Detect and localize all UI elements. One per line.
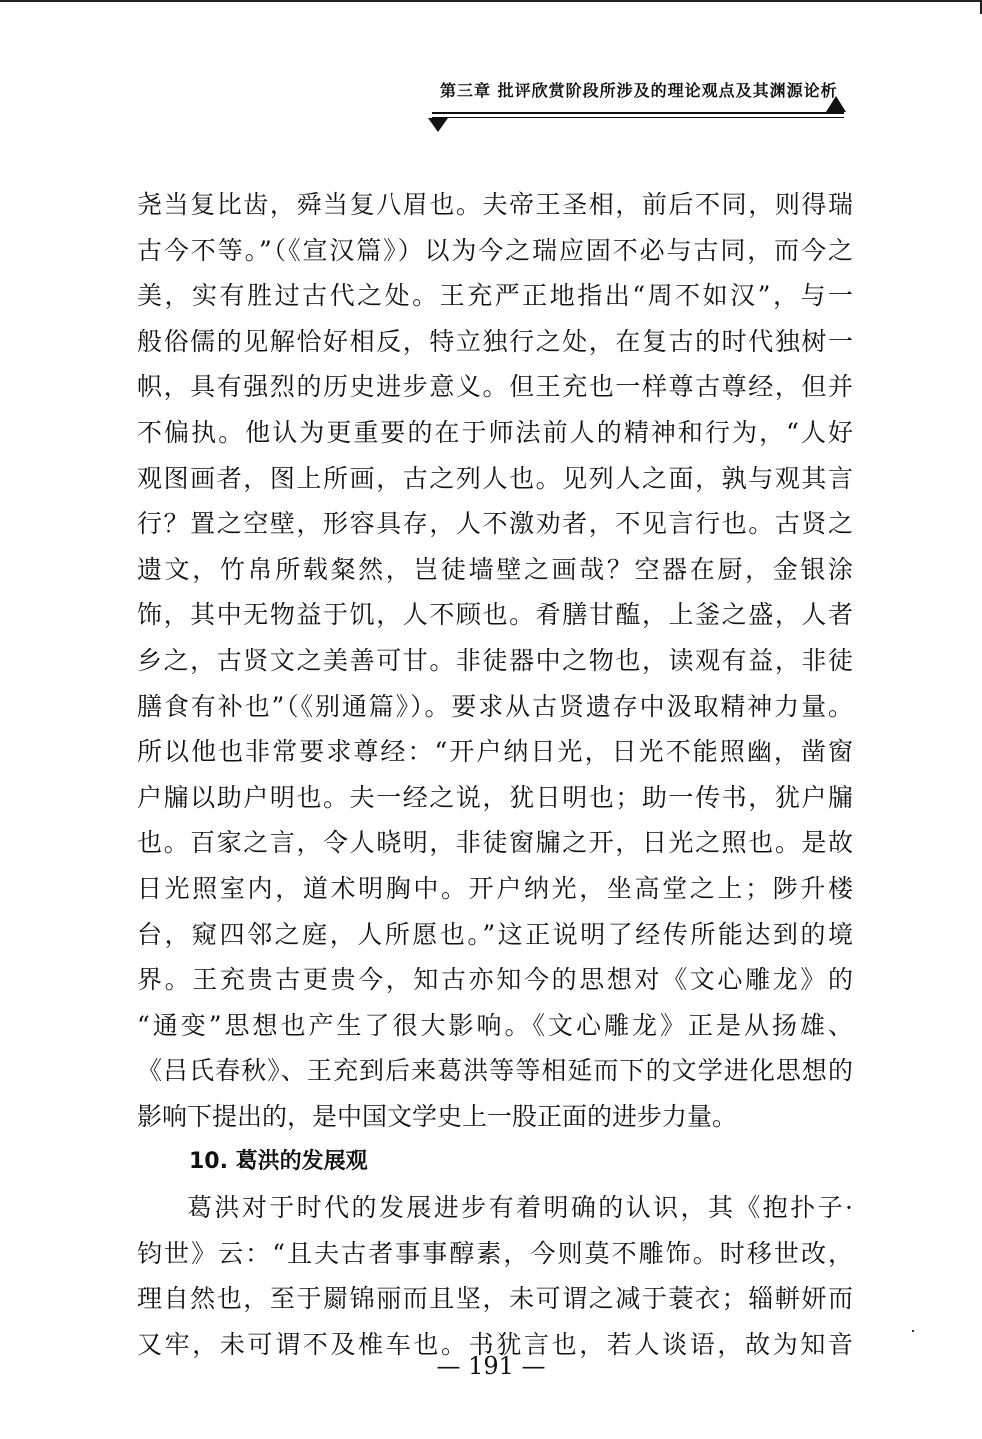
page-number: — 191 — — [436, 1352, 546, 1380]
text-line: 所以他也非常要求尊经：“开户纳日光，日光不能照幽，凿窗 — [137, 737, 853, 767]
section-heading: 10. 葛洪的发展观 — [189, 1149, 368, 1175]
body-text — [137, 182, 853, 1367]
text-line: 遗文，竹帛所载粲然，岂徒墙壁之画哉？空器在厨，金银涂 — [137, 554, 853, 584]
text-line: 尧当复比齿，舜当复八眉也。夫帝王圣相，前后不同，则得瑞 — [137, 190, 853, 219]
paragraph — [137, 1185, 853, 1367]
text-line: 饰，其中无物益于饥，人不顾也。肴膳甘醢，上釜之盛，人者 — [137, 600, 853, 630]
text-line: 界。王充贵古更贵今，知古亦知今的思想对《文心雕龙》的 — [137, 965, 853, 995]
text-line: 钧世》云：“且夫古者事事醇素，今则莫不雕饰。时移世改， — [137, 1238, 853, 1268]
text-line: 影响下提出的，是中国文学史上一股正面的进步力量。 — [137, 1101, 738, 1131]
text-line: 行？置之空壁，形容具存，人不激劝者，不见言行也。古贤之 — [137, 509, 853, 539]
text-line: 户牖以助户明也。夫一经之说，犹日明也；助一传书，犹户牖 — [137, 782, 853, 812]
text-line: 不偏执。他认为更重要的在于师法前人的精神和行为，“人好 — [137, 417, 853, 447]
text-line: 观图画者，图上所画，古之列人也。见列人之面，孰与观其言 — [137, 463, 853, 493]
text-line: 也。百家之言，令人晓明，非徒窗牖之开，日光之照也。是故 — [137, 828, 853, 858]
text-line: 日光照室内，道术明胸中。开户纳光，坐高堂之上；陟升楼 — [137, 873, 853, 903]
text-line: 帜，具有强烈的历史进步意义。但王充也一样尊古尊经，但并 — [137, 372, 853, 402]
header-rule-thin — [432, 117, 844, 118]
text-line: 葛洪对于时代的发展进步有着明确的认识，其《抱扑子· — [187, 1193, 853, 1223]
header-rule-thick — [432, 112, 844, 114]
text-line: 般俗儒的见解恰好相反，特立独行之处，在复古的时代独树一 — [137, 326, 853, 356]
text-line: 理自然也，至于罽锦丽而且坚，未可谓之减于蓑衣；辎軿妍而 — [137, 1284, 853, 1314]
text-line: 台，窥四邻之庭，人所愿也。”这正说明了经传所能达到的境 — [137, 919, 853, 949]
header-triangle-down-icon — [428, 118, 448, 132]
text-line: 古今不等。”（《宣汉篇》）以为今之瑞应固不必与古同，而今之 — [137, 235, 853, 265]
text-line: 乡之，古贤文之美善可甘。非徒器中之物也，读观有益，非徒 — [137, 645, 853, 675]
header-triangle-up-icon — [826, 96, 846, 112]
text-line: 美，实有胜过古代之处。王充严正地指出“周不如汉”，与一 — [137, 281, 853, 311]
paragraph — [137, 182, 853, 1139]
text-line: “通变”思想也产生了很大影响。《文心雕龙》正是从扬雄、 — [137, 1010, 853, 1040]
text-line: 又牢，未可谓不及椎车也。书犹言也，若人谈语，故为知音 — [137, 1329, 853, 1359]
text-line: 膳食有补也”（《别通篇》）。要求从古贤遗存中汲取精神力量。 — [137, 691, 853, 721]
top-edge-rule — [0, 0, 982, 2]
text-line: 《吕氏春秋》、王充到后来葛洪等等相延而下的文学进化思想的 — [137, 1056, 853, 1086]
running-head: 第三章 批评欣赏阶段所涉及的理论观点及其渊源论析 — [440, 81, 838, 100]
scan-speck — [912, 1330, 914, 1332]
